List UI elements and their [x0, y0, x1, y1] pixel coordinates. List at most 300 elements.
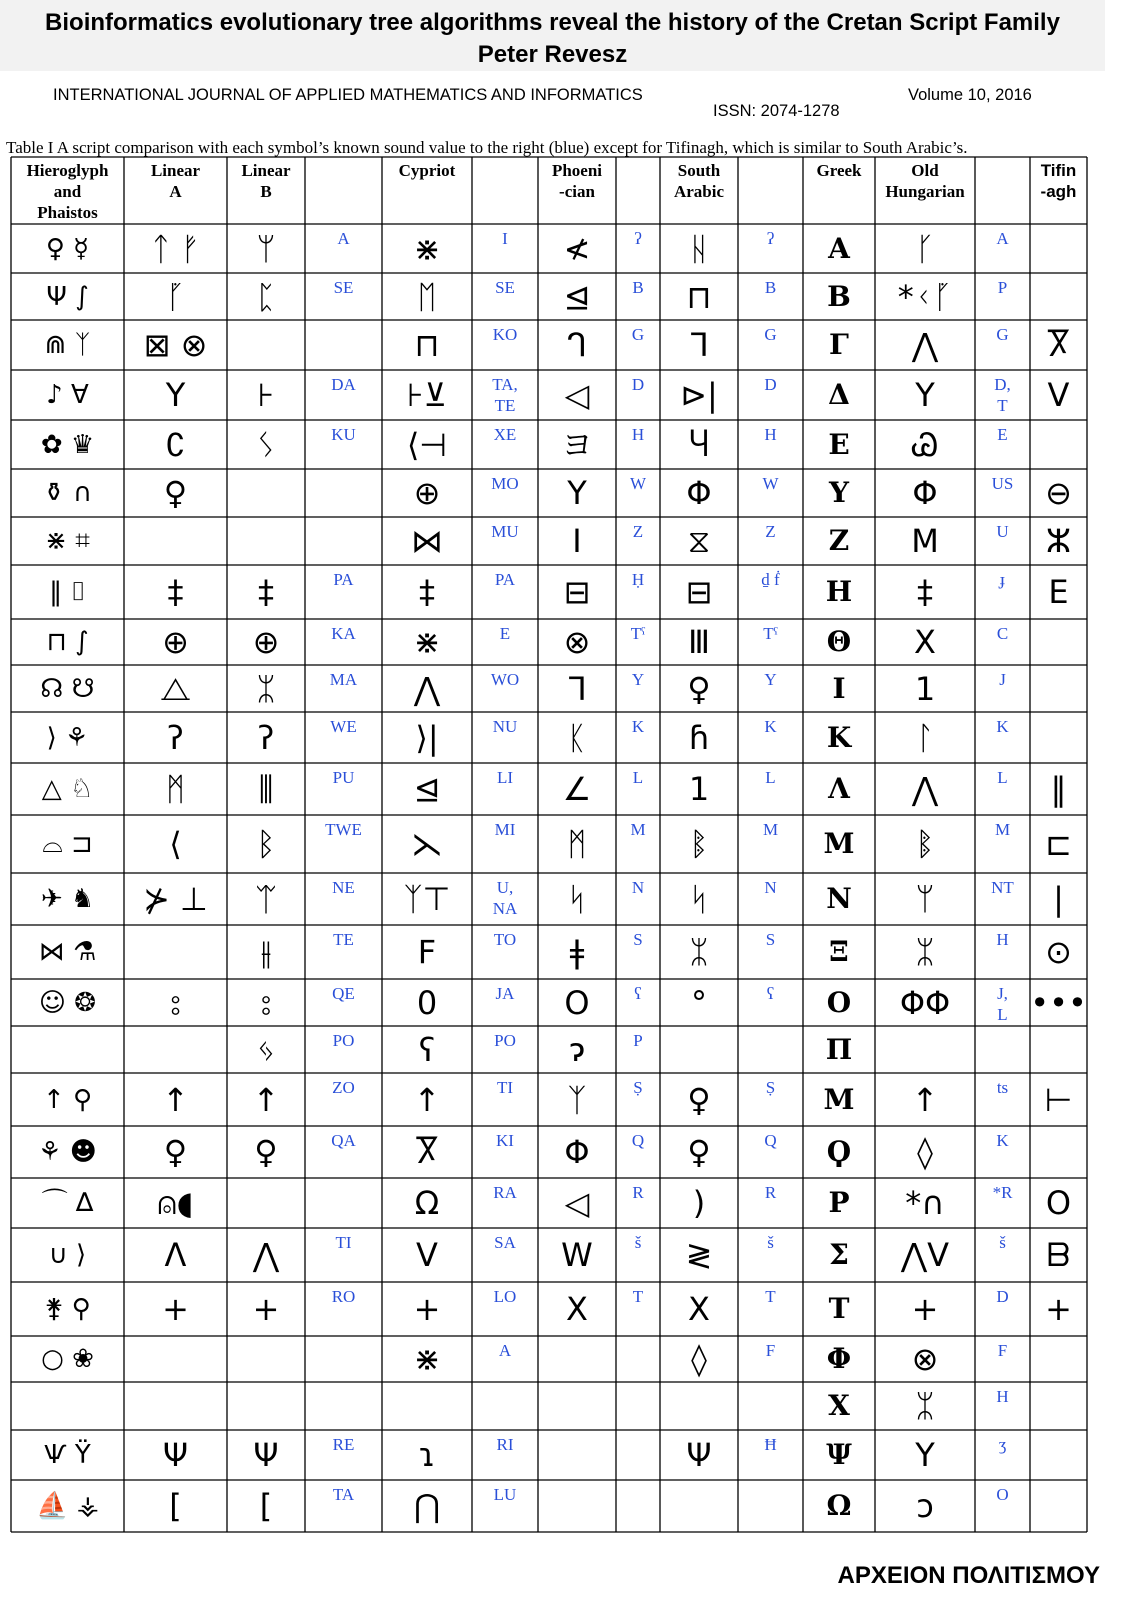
greek-letter: A: [828, 231, 850, 265]
sound-value: NT: [991, 878, 1014, 897]
script-symbol: ⋒ ᛉ: [44, 330, 91, 360]
script-symbol: +: [252, 1290, 280, 1328]
sound-value: PO: [494, 1031, 516, 1050]
script-symbol: ☺ ❂: [38, 987, 97, 1018]
column-header: Tifin -agh: [1040, 161, 1077, 201]
script-symbol: ⋈ ⚗: [38, 937, 97, 967]
script-symbol: ♀: [687, 1133, 711, 1171]
script-symbol: ヨ: [560, 425, 593, 464]
sound-value: ɟ: [999, 570, 1006, 589]
script-symbol: Ω: [414, 1184, 440, 1222]
script-symbol: ʔ: [257, 718, 275, 757]
column-header: Phoeni -cian: [551, 161, 603, 201]
script-symbol: Φ: [686, 474, 712, 512]
sound-value: S: [633, 930, 643, 949]
script-symbol: ‡: [419, 573, 435, 611]
sound-value: Z: [632, 522, 644, 541]
sound-value: š: [999, 1233, 1006, 1252]
sound-value: U: [996, 522, 1009, 541]
script-symbol: F: [417, 933, 437, 971]
sound-value: ʔ: [634, 229, 642, 248]
script-symbol: ᛉ: [567, 1080, 587, 1119]
script-symbol: ᛯ: [256, 669, 276, 708]
sound-value: MO: [491, 474, 519, 493]
sound-value: D: [764, 375, 777, 394]
script-symbol: ʔ: [167, 718, 184, 757]
script-symbol: ᚴ: [915, 229, 935, 268]
sound-value: T: [765, 1287, 776, 1306]
script-symbol: Λ: [164, 1236, 187, 1274]
script-symbol: ○ ❀: [41, 1344, 94, 1374]
script-symbol: V: [1047, 376, 1070, 414]
sound-value: W: [629, 474, 647, 493]
sound-value: R: [632, 1183, 644, 1202]
sound-value: RA: [493, 1183, 517, 1202]
script-symbol: Ⴗ: [689, 425, 709, 464]
sound-value: P: [633, 1031, 643, 1050]
sound-value: QE: [332, 984, 355, 1003]
greek-letter: Π: [825, 1032, 853, 1066]
sound-value: KI: [496, 1131, 514, 1150]
sound-value: H: [764, 425, 777, 444]
script-symbol: ᛘ: [915, 880, 935, 918]
sound-value: K: [631, 717, 645, 736]
script-symbol: +: [413, 1290, 441, 1328]
script-symbol: ᛗ: [165, 770, 186, 808]
script-symbol: Y: [567, 474, 587, 512]
script-symbol: ⋀: [911, 770, 939, 808]
script-symbol: I: [572, 522, 582, 560]
script-symbol: O: [564, 983, 590, 1022]
script-symbol: ⊏: [1045, 825, 1072, 863]
greek-letter: Ψ: [826, 1438, 852, 1471]
sound-value: N: [764, 878, 777, 897]
script-symbol: Ⴟ: [415, 1133, 439, 1171]
script-symbol: ⌒ ∆: [41, 1188, 94, 1218]
script-symbol: ⋀: [252, 1236, 280, 1274]
script-symbol: ᒉ: [566, 326, 588, 364]
script-symbol: ⟩ ⚘: [46, 722, 89, 753]
sound-value: MI: [494, 820, 516, 839]
sound-value: ZO: [332, 1078, 355, 1097]
script-symbol: ⚘ ☻: [38, 1137, 97, 1167]
sound-value: P: [997, 278, 1008, 297]
sound-value: J, L: [997, 984, 1008, 1024]
sound-value: M: [762, 820, 779, 839]
sound-value: XE: [493, 425, 517, 444]
script-symbol: Y: [915, 376, 935, 414]
script-symbol: ⫼: [258, 770, 274, 808]
greek-letter: Υ: [829, 476, 849, 509]
script-symbol: ᛃ: [256, 1030, 276, 1069]
script-symbol: ⟨⊣: [406, 425, 448, 464]
script-symbol: ⧍: [160, 669, 191, 708]
sound-value: ʕ: [634, 984, 642, 1003]
script-symbol: ᛚ: [915, 718, 935, 757]
script-symbol: ɿ: [418, 1436, 436, 1474]
script-symbol: Y: [915, 1436, 935, 1474]
sound-value: PO: [332, 1031, 355, 1050]
script-symbol: [: [259, 1487, 273, 1525]
sound-value: D: [631, 375, 645, 394]
sound-value: ts: [996, 1078, 1009, 1097]
sound-value: LU: [493, 1485, 517, 1504]
script-symbol: [: [169, 1487, 182, 1525]
script-symbol: ≷: [685, 1236, 713, 1274]
sound-value: *R: [992, 1183, 1013, 1202]
sound-value: ḏ ḟ: [761, 570, 780, 589]
sound-value: T: [632, 1287, 644, 1306]
script-symbol: ⊕: [162, 623, 189, 661]
sound-value: Ḥ: [631, 570, 645, 589]
script-symbol: ⊟: [685, 573, 713, 611]
script-symbol: ✈ ♞: [40, 884, 95, 914]
sound-value: Ħ: [764, 1435, 777, 1454]
script-symbol: Ⴟ: [1046, 326, 1071, 364]
sound-value: S: [765, 930, 776, 949]
greek-letter: K: [826, 720, 852, 754]
sound-value: F: [765, 1341, 776, 1360]
script-symbol: ↑: [162, 1080, 189, 1119]
script-symbol: ⊗: [911, 1340, 939, 1378]
sound-value: TA, TE: [492, 375, 518, 415]
greek-letter: Γ: [829, 328, 849, 361]
sound-value: A: [996, 229, 1009, 248]
script-symbol: 0: [416, 983, 438, 1022]
script-symbol: *∩: [905, 1184, 945, 1222]
script-symbol: ⋇: [413, 1340, 441, 1378]
script-symbol: ᛔ: [689, 825, 709, 863]
sound-value: L: [765, 768, 776, 787]
sound-value: A: [337, 229, 350, 248]
script-symbol: ⧖: [687, 522, 711, 560]
script-symbol: ᚵ: [165, 277, 186, 316]
greek-letter: P: [828, 1186, 850, 1219]
script-symbol: ♀: [163, 1133, 188, 1171]
sound-value: C: [996, 624, 1009, 643]
sound-value: W: [762, 474, 779, 493]
script-symbol: ⊁ ⊥: [143, 880, 208, 918]
script-symbol: ⋇ ⌗: [45, 526, 90, 556]
greek-letter: N: [826, 882, 852, 915]
paper-title: Bioinformatics evolutionary tree algorithms reveal the history of the Cretan Script Family: [45, 9, 1060, 36]
script-symbol: ᛔ: [915, 825, 935, 863]
script-symbol: ‡: [258, 573, 274, 611]
sound-value: K: [996, 717, 1009, 736]
script-symbol: ΦΦ: [899, 983, 951, 1022]
script-symbol: +: [162, 1290, 189, 1328]
script-symbol: ⊟: [563, 573, 591, 611]
script-symbol: ⦂: [261, 983, 271, 1022]
script-symbol: ◊: [691, 1340, 707, 1378]
script-symbol: ⊕: [413, 474, 441, 512]
script-symbol: ⊴: [413, 770, 441, 808]
greek-letter: Φ: [826, 1342, 852, 1375]
journal-name: INTERNATIONAL JOURNAL OF APPLIED MATHEMATICS AND INFORMATICS: [53, 86, 643, 104]
sound-value: B: [764, 278, 777, 297]
script-symbol: ∪ ⟩: [48, 1240, 87, 1270]
script-symbol: ↑: [911, 1080, 939, 1119]
script-symbol: ‖ ⌷: [49, 577, 86, 607]
sound-value: KU: [331, 425, 356, 444]
sound-value: ʔ: [766, 229, 775, 248]
script-symbol: ⊗: [563, 623, 591, 661]
script-symbol: ⊕: [252, 623, 280, 661]
script-symbol: ⊢: [1044, 1080, 1073, 1119]
script-symbol: ⦂: [170, 983, 181, 1022]
script-symbol: ♀: [163, 474, 188, 512]
script-symbol: ⋈: [411, 522, 443, 560]
sound-value: TE: [333, 930, 354, 949]
sound-value: O: [996, 1485, 1009, 1504]
script-symbol: ᛋ: [689, 880, 709, 918]
column-header: South Arabic: [673, 161, 725, 201]
sound-value: Tˤ: [630, 624, 646, 643]
script-symbol: ⊦: [257, 376, 275, 414]
greek-letter: B: [827, 279, 851, 313]
script-symbol: M: [911, 522, 939, 560]
script-symbol: ᛈ: [256, 277, 276, 316]
sound-value: WE: [330, 717, 357, 736]
script-symbol: ᛠ: [256, 880, 276, 918]
sound-value: LO: [493, 1287, 517, 1306]
sound-value: NE: [332, 878, 355, 897]
script-symbol: Φ: [912, 474, 938, 512]
script-symbol: ᛕ: [567, 718, 587, 757]
sound-value: E: [997, 425, 1008, 444]
sound-value: B: [632, 278, 644, 297]
sound-value: Ṣ: [765, 1078, 776, 1097]
sound-value: š: [767, 1233, 774, 1252]
script-symbol: ᛯ: [915, 933, 935, 971]
script-symbol: ‖: [1050, 770, 1067, 808]
sound-value: L: [632, 768, 644, 787]
sound-value: Q: [631, 1131, 645, 1150]
script-symbol: ↑: [252, 1080, 280, 1119]
greek-letter: E: [828, 427, 850, 461]
sound-value: Q: [764, 1131, 777, 1150]
script-symbol: ⛵ ⚶: [36, 1491, 99, 1521]
script-symbol: ᛯ: [915, 1387, 935, 1425]
script-symbol: Ꮚ: [911, 425, 939, 464]
sound-value: H: [996, 1387, 1009, 1406]
script-symbol: ᗷ: [1046, 1236, 1071, 1274]
script-symbol: ᒣ: [567, 669, 587, 708]
sound-value: RO: [331, 1287, 356, 1306]
script-symbol: ⟨: [169, 825, 182, 863]
greek-letter: Z: [828, 524, 850, 557]
script-symbol: ⋇: [413, 229, 441, 268]
sound-value: A: [498, 1341, 512, 1360]
script-symbol: ᛖ: [417, 277, 437, 316]
sound-value: TO: [493, 930, 517, 949]
sound-value: TWE: [325, 820, 362, 839]
sound-value: R: [764, 1183, 777, 1202]
sound-value: š: [634, 1233, 642, 1252]
script-symbol: Ⅲ: [687, 623, 711, 661]
sound-value: I: [502, 229, 508, 248]
script-symbol: ⊖: [1045, 474, 1072, 512]
greek-letter: Δ: [828, 378, 850, 411]
script-symbol: ᚺ: [689, 229, 709, 268]
column-header: Hieroglyph and Phaistos: [26, 161, 109, 222]
sound-value: SE: [495, 278, 515, 297]
paper-author: Peter Revesz: [477, 41, 628, 68]
script-symbol: ᛋ: [567, 880, 587, 918]
greek-letter: Ω: [826, 1489, 852, 1522]
script-symbol: ɦ: [688, 718, 710, 757]
script-symbol: Ψ ∫: [46, 281, 89, 312]
script-symbol: ⋀: [413, 669, 441, 708]
script-symbol: |: [1053, 880, 1064, 918]
sound-value: KA: [331, 624, 356, 643]
issn: ISSN: 2074-1278: [713, 102, 840, 120]
sound-value: G: [631, 325, 645, 344]
greek-letter: T: [828, 1292, 850, 1325]
script-symbol: °: [691, 983, 707, 1022]
script-symbol: ⌓ ⊐: [42, 829, 93, 859]
script-symbol: X: [566, 1290, 588, 1328]
greek-letter: M: [823, 827, 855, 860]
script-symbol: ⋇: [413, 623, 441, 661]
sound-value: F: [997, 1341, 1008, 1360]
sound-value: Y: [764, 670, 777, 689]
sound-value: TI: [496, 1078, 514, 1097]
sound-value: M: [630, 820, 646, 839]
script-symbol: ≮: [563, 229, 591, 268]
script-symbol: +: [911, 1290, 939, 1328]
script-symbol: Ψ: [686, 1436, 712, 1474]
script-symbol: ᛘ: [256, 229, 276, 268]
script-symbol: ♀: [687, 669, 711, 708]
sound-value: PA: [494, 570, 516, 589]
script-symbol: ♪ ∀: [46, 380, 89, 410]
script-symbol: ᛏ ᚠ: [151, 229, 200, 268]
script-symbol: ⟩|: [415, 718, 439, 757]
script-symbol: ⊓: [414, 326, 440, 364]
sound-value: SA: [494, 1233, 516, 1252]
script-symbol: ⍝◖: [157, 1184, 194, 1222]
sound-value: D: [996, 1287, 1009, 1306]
sound-value: WO: [490, 670, 520, 689]
greek-letter: X: [828, 1389, 850, 1422]
greek-letter: I: [832, 671, 846, 705]
script-symbol: ◊: [917, 1133, 933, 1171]
volume: Volume 10, 2016: [908, 86, 1032, 104]
script-symbol: ✿ ♛: [40, 429, 95, 460]
sound-value: H: [631, 425, 645, 444]
script-symbol: ᛯ: [689, 933, 709, 971]
sound-value: RI: [496, 1435, 514, 1454]
script-symbol: ↑ ⚲: [42, 1084, 93, 1115]
sound-value: PA: [333, 570, 354, 589]
script-symbol: ◁: [564, 1184, 590, 1222]
script-symbol: ♀ ☿: [45, 233, 90, 264]
column-header: Cypriot: [398, 161, 456, 180]
script-symbol: ⫲: [260, 933, 272, 971]
sound-value: ʒ: [998, 1435, 1007, 1454]
greek-letter: Ϙ: [826, 1135, 852, 1168]
script-symbol: ᛗ: [567, 825, 587, 863]
script-symbol: ⊳|: [680, 376, 718, 414]
script-symbol: ⊓ ∫: [46, 627, 89, 657]
script-symbol: ɂ: [569, 1030, 585, 1069]
script-symbol: ⋀: [911, 326, 939, 364]
sound-value: D, T: [994, 375, 1011, 415]
sound-value: G: [764, 325, 777, 344]
sound-value: Z: [765, 522, 776, 541]
sound-value: H: [996, 930, 1009, 949]
sound-value: JA: [495, 984, 515, 1003]
column-header: Old Hungarian: [885, 161, 965, 201]
script-symbol: •••: [1030, 983, 1087, 1022]
sound-value: MU: [491, 522, 519, 541]
script-symbol: V: [416, 1236, 438, 1274]
greek-letter: Θ: [826, 625, 852, 658]
greek-letter: Ξ: [829, 935, 849, 968]
sound-value: ʕ: [766, 984, 775, 1003]
sound-value: KO: [492, 325, 518, 344]
sound-value: N: [631, 878, 645, 897]
script-symbol: Ψ: [253, 1436, 279, 1474]
script-symbol: ∁: [165, 425, 186, 464]
script-symbol: ᛒ: [256, 825, 276, 863]
script-symbol: ): [692, 1184, 706, 1222]
sound-value: U, NA: [492, 878, 518, 918]
script-symbol: ⊴: [563, 277, 591, 316]
script-symbol: E: [1048, 573, 1069, 611]
script-symbol: ⊠ ⊗: [143, 326, 208, 364]
column-header: Greek: [816, 161, 862, 180]
greek-letter: Σ: [829, 1238, 849, 1271]
column-header: Linear A: [150, 161, 201, 201]
sound-value: Tˤ: [763, 624, 778, 643]
script-symbol: ⊙: [1045, 933, 1072, 971]
script-symbol: ⋋: [411, 825, 443, 863]
column-header: Linear B: [241, 161, 291, 201]
archive-watermark: ΑΡΧΕΙΟΝ ΠΟΛΙΤΙΣΜΟΥ: [837, 1562, 1100, 1589]
script-symbol: ‡: [167, 573, 184, 611]
script-symbol: ‡: [917, 573, 933, 611]
table-caption: Table I A script comparison with each symbol’s known sound value to the right (blue) except for Tifinagh, which is similar to South Arabic’s.: [6, 138, 968, 157]
script-symbol: ☊ ☋: [40, 673, 95, 704]
greek-letter: M: [823, 1082, 855, 1116]
sound-value: DA: [331, 375, 356, 394]
sound-value: RE: [332, 1435, 355, 1454]
sound-value: E: [499, 624, 511, 643]
script-symbol: ⋂: [413, 1487, 441, 1525]
script-symbol: ⊓: [686, 277, 712, 316]
sound-value: K: [996, 1131, 1009, 1150]
greek-letter: H: [825, 575, 853, 608]
sound-value: K: [764, 717, 777, 736]
script-symbol: Ψ: [162, 1436, 189, 1474]
script-symbol: ᒣ: [689, 326, 709, 364]
script-symbol: O: [1045, 1184, 1072, 1222]
script-symbol: ∠: [562, 770, 592, 808]
sound-value: US: [991, 474, 1014, 493]
script-symbol: ⊦⊻: [406, 376, 448, 414]
sound-value: QA: [331, 1131, 356, 1150]
sound-value: J: [999, 670, 1006, 689]
script-symbol: ↑: [413, 1080, 441, 1119]
script-symbol: 1: [688, 770, 710, 808]
script-symbol: △ ♘: [41, 774, 94, 804]
script-symbol: ⵣ: [1045, 522, 1072, 560]
sound-value: MA: [329, 670, 358, 689]
script-symbol: ◁: [564, 376, 590, 414]
sound-value: NU: [492, 717, 518, 736]
